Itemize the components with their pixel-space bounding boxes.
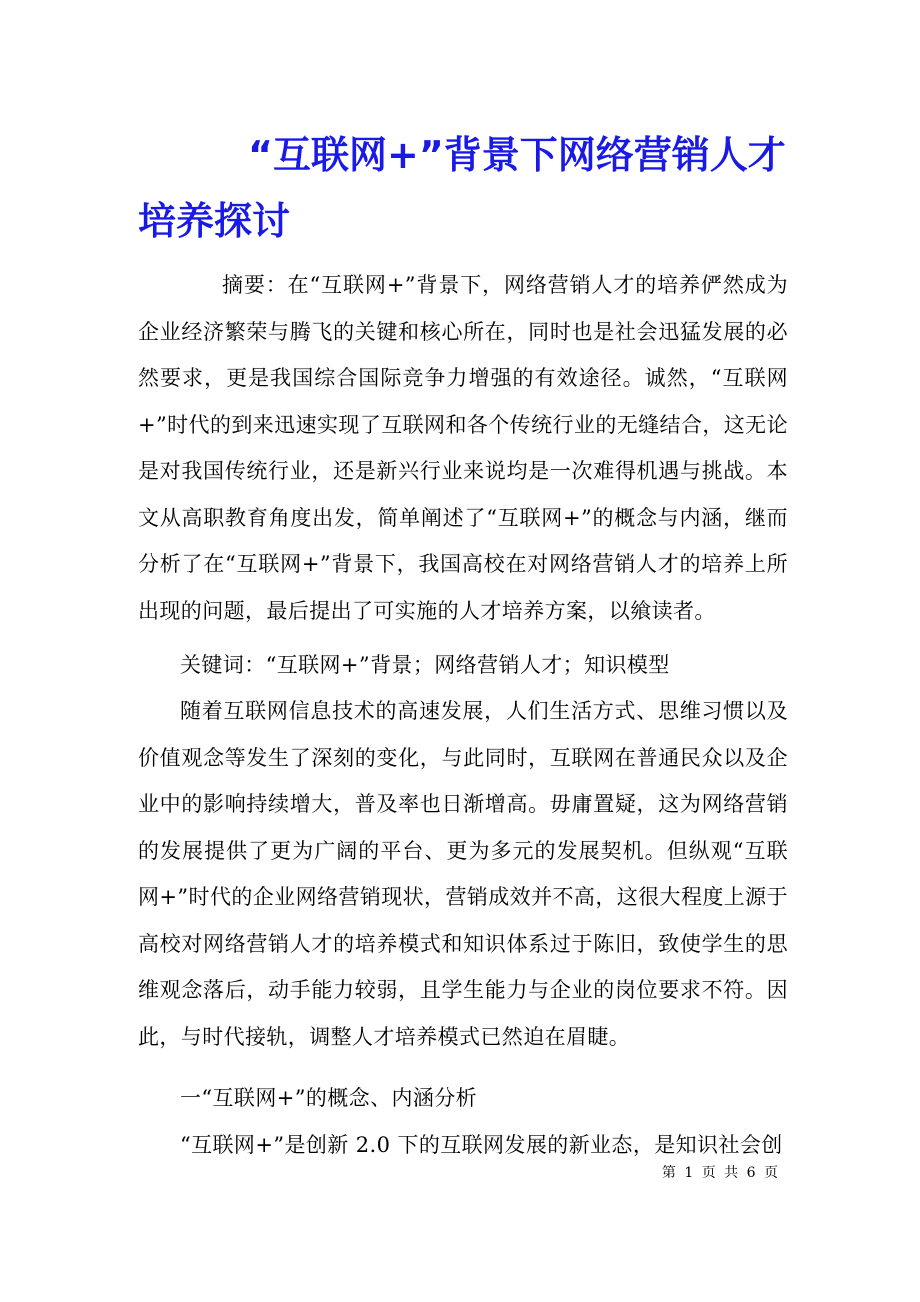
abstract-paragraph: 摘要：在“互联网+”背景下，网络营销人才的培养俨然成为企业经济繁荣与腾飞的关键和核心所在，同时也是社会迅猛发展的必然要求，更是我国综合国际竞争力增强的有效途径。诚然，“互联网+”时代的到来迅速实现了互联网和各个传统行业的无缝结合，这无论是对我国传统行业，还是新兴行业来说均是一次难得机遇与挑战。本文从高职教育角度出发，简单阐述了“互联网+”的概念与内涵，继而分析了在“互联网+”背景下，我国高校在对网络营销人才的培养上所出现的问题，最后提出了可实施的人才培养方案，以飨读者。 (138, 273, 788, 623)
section-heading: 一“互联网+”的概念、内涵分析 (180, 1086, 478, 1110)
body-paragraph: 随着互联网信息技术的高速发展，人们生活方式、思维习惯以及价值观念等发生了深刻的变化，与此同时，互联网在普通民众以及企业中的影响持续增大，普及率也日渐增高。毋庸置疑，这为网络营销的发展提供了更为广阔的平台、更为多元的发展契机。但纵观“互联网+”时代的企业网络营销现状，营销成效并不高，这很大程度上源于高校对网络营销人才的培养模式和知识体系过于陈旧，致使学生的思维观念落后，动手能力较弱，且学生能力与企业的岗位要求不符。因此，与时代接轨，调整人才培养模式已然迫在眉睫。 (138, 699, 788, 1049)
keywords-line: 关键词：“互联网+”背景；网络营销人才；知识模型 (180, 653, 670, 677)
document-title: “互联网+”背景下网络营销人才培养探讨 (138, 133, 786, 243)
body-paragraph-continued: “互联网+”是创新 2.0 下的互联网发展的新业态，是知识社会创 (180, 1133, 783, 1157)
page-number-footer: 第 1 页 共 6 页 (661, 1165, 780, 1181)
